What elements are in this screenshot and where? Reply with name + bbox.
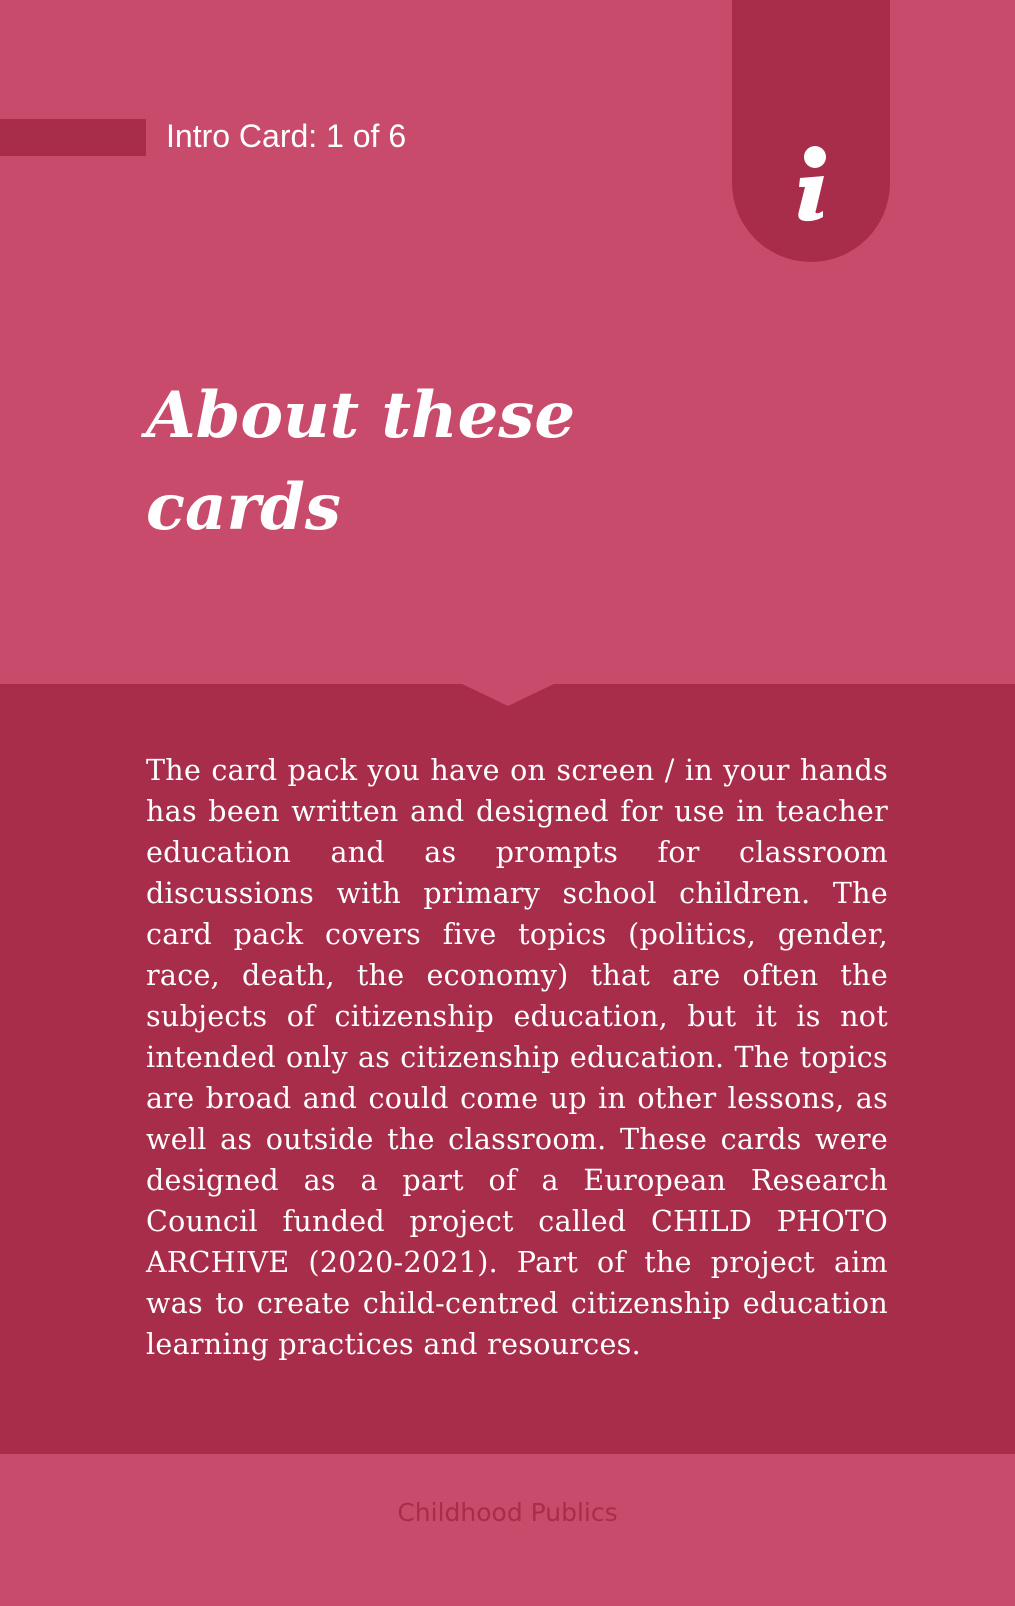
info-tab [732, 0, 890, 262]
intro-accent-bar [0, 119, 146, 156]
footer-brand-label: Childhood Publics [397, 1498, 618, 1527]
card-title: About these cards [146, 378, 576, 545]
info-icon [732, 0, 890, 262]
intro-card-label: Intro Card: 1 of 6 [166, 118, 407, 154]
card-footer [0, 1454, 1015, 1606]
card-body-text: The card pack you have on screen / in your hands has been written and designed for use in teacher education and as prompts for classroom discussions with primary school children. The card pack covers five topics (politics, gender, race, death, the economy) that are often the subjects of citizenship education, but it is not intended only as citizenship education. The topics are broad and could come up in other lessons, as well as outside the classroom. These cards were designed as a part of a European Research Council funded project called CHILD PHOTO ARCHIVE (2020-2021). Part of the project aim was to create child-centred citizenship education learning practices and resources. [146, 754, 888, 1361]
section-divider-notch [0, 682, 1015, 712]
